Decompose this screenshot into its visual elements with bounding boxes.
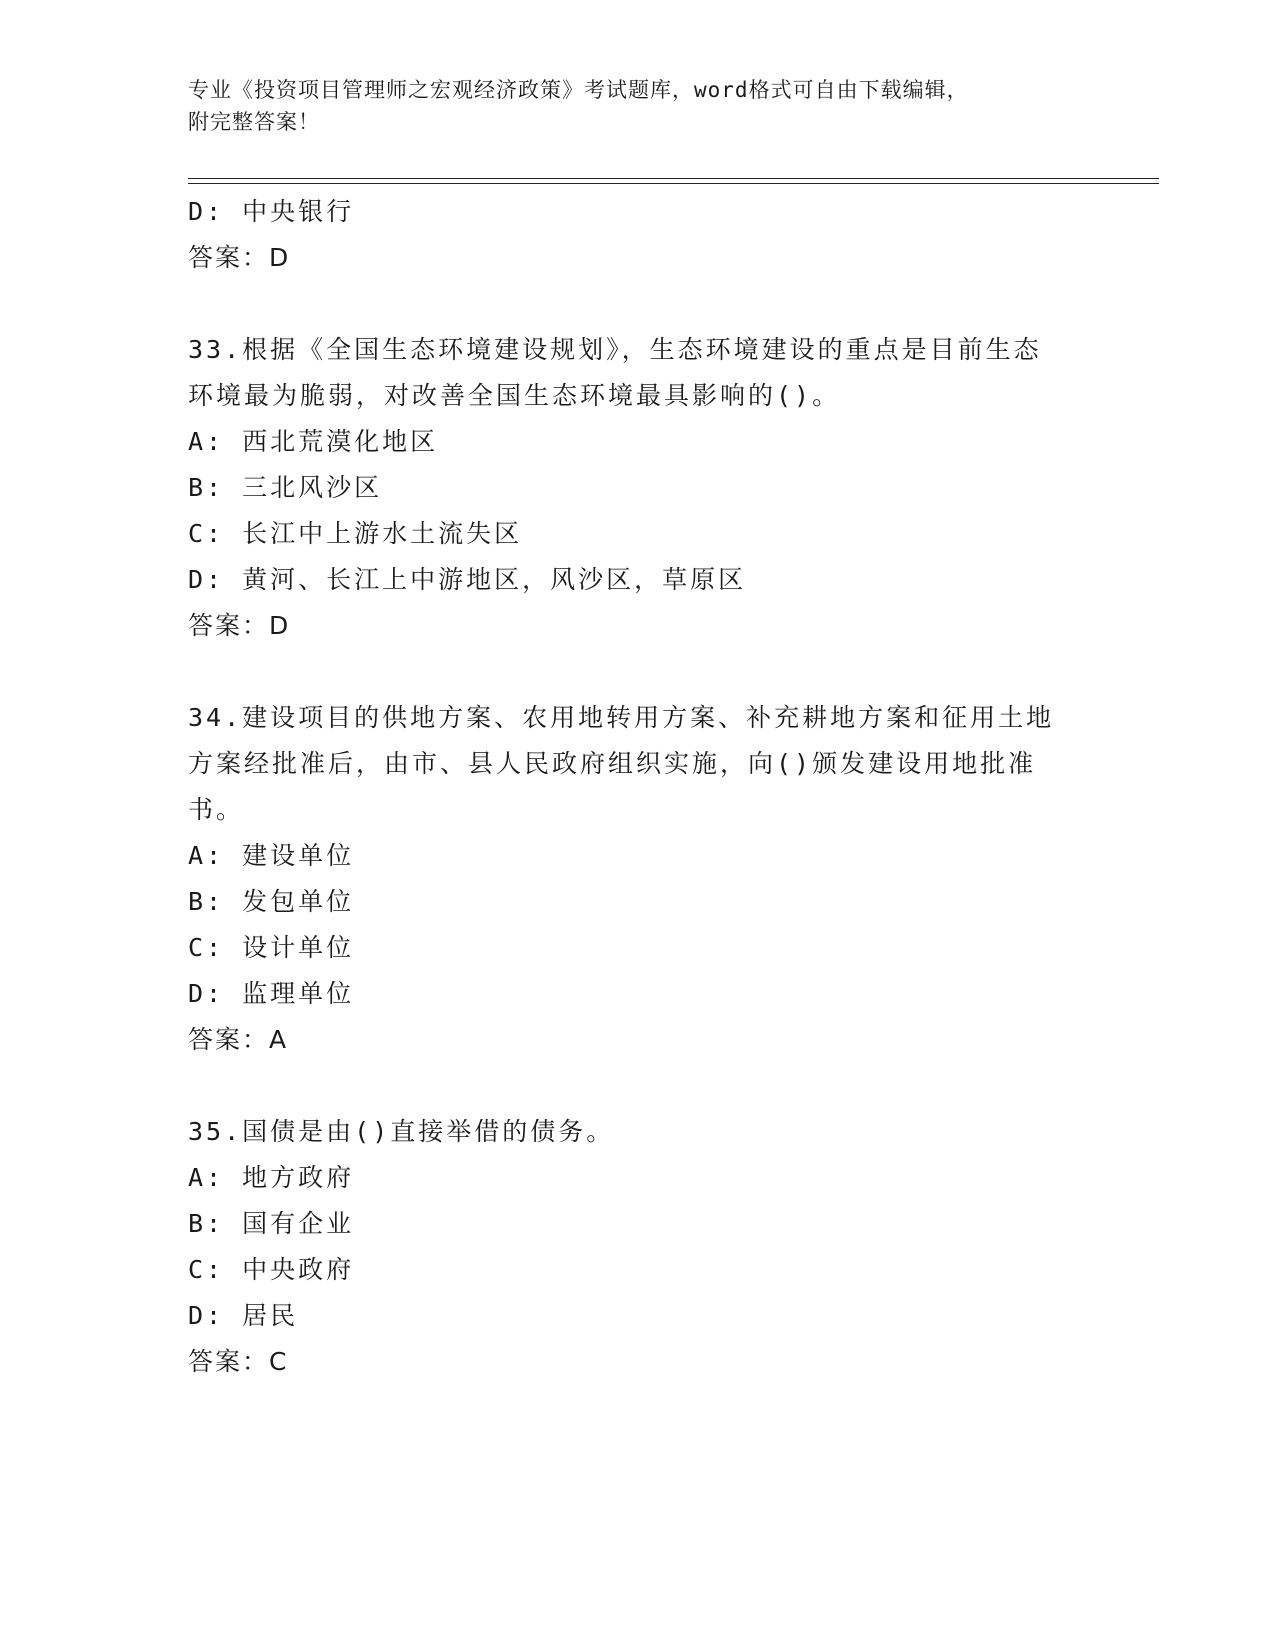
- document-header: [188, 74, 1088, 138]
- header-divider-bottom: [188, 183, 1159, 184]
- stem-line: 书。: [188, 795, 245, 824]
- option-key: D:: [188, 565, 225, 594]
- option-text: 地方政府: [242, 1163, 355, 1192]
- option-key: B:: [188, 1209, 225, 1238]
- option-text: 国有企业: [242, 1209, 355, 1238]
- option-row: [188, 833, 1088, 879]
- option-row: [188, 465, 1088, 511]
- answer-line: [188, 603, 1088, 649]
- answer-label: 答案：: [188, 611, 270, 640]
- answer-line: [188, 1017, 1088, 1063]
- answer-value: C: [269, 1347, 289, 1376]
- option-row: [188, 557, 1088, 603]
- header-divider-top: [188, 178, 1159, 179]
- header-line-1: 专业《投资项目管理师之宏观经济政策》考试题库，word格式可自由下载编辑，: [188, 78, 969, 102]
- answer-value: A: [269, 1025, 289, 1054]
- option-key: D:: [188, 979, 225, 1008]
- option-key: B:: [188, 887, 225, 916]
- option-key: D:: [188, 1301, 225, 1330]
- question-stem: [188, 1109, 1088, 1155]
- option-text: 三北风沙区: [242, 473, 383, 502]
- option-key: A:: [188, 1163, 225, 1192]
- option-key: B:: [188, 473, 225, 502]
- answer-value: D: [269, 611, 291, 640]
- stem-line: 环境最为脆弱，对改善全国生态环境最具影响的()。: [188, 381, 841, 410]
- option-key: C:: [188, 1255, 225, 1284]
- option-row: [188, 971, 1088, 1017]
- option-row: [188, 511, 1088, 557]
- option-key: A:: [188, 841, 225, 870]
- option-text: 设计单位: [242, 933, 355, 962]
- header-line-2: 附完整答案！: [188, 110, 320, 134]
- option-row: [188, 1247, 1088, 1293]
- question-stem: [188, 327, 1088, 419]
- option-text: 中央银行: [242, 197, 355, 226]
- answer-value: D: [269, 243, 291, 272]
- question-block: [188, 1109, 1088, 1385]
- answer-line: [188, 235, 1088, 281]
- option-text: 发包单位: [242, 887, 355, 916]
- option-text: 长江中上游水土流失区: [242, 519, 523, 548]
- option-row: [188, 1155, 1088, 1201]
- option-row: [188, 419, 1088, 465]
- option-key: C:: [188, 519, 225, 548]
- stem-line: 方案经批准后，由市、县人民政府组织实施，向()颁发建设用地批准: [188, 749, 1037, 778]
- option-text: 建设单位: [242, 841, 355, 870]
- option-text: 监理单位: [242, 979, 355, 1008]
- question-block: [188, 695, 1088, 1063]
- answer-label: 答案：: [188, 1025, 270, 1054]
- option-row: [188, 1293, 1088, 1339]
- option-key: A:: [188, 427, 225, 456]
- option-row: [188, 879, 1088, 925]
- stem-line: 34.建设项目的供地方案、农用地转用方案、补充耕地方案和征用土地: [188, 703, 1055, 732]
- option-text: 黄河、长江上中游地区，风沙区，草原区: [242, 565, 747, 594]
- question-block: [188, 327, 1088, 649]
- option-key: C:: [188, 933, 225, 962]
- option-row: [188, 1201, 1088, 1247]
- answer-label: 答案：: [188, 1347, 270, 1376]
- question-stem: [188, 695, 1088, 833]
- answer-line: [188, 1339, 1088, 1385]
- option-key: D:: [188, 197, 225, 226]
- option-row: [188, 925, 1088, 971]
- option-row: [188, 189, 1088, 235]
- question-list: [188, 189, 1088, 1385]
- option-text: 居民: [242, 1301, 299, 1330]
- stem-line: 33.根据《全国生态环境建设规划》，生态环境建设的重点是目前生态: [188, 335, 1042, 364]
- answer-label: 答案：: [188, 243, 270, 272]
- option-text: 中央政府: [242, 1255, 355, 1284]
- option-text: 西北荒漠化地区: [242, 427, 439, 456]
- stem-line: 35.国债是由()直接举借的债务。: [188, 1117, 615, 1146]
